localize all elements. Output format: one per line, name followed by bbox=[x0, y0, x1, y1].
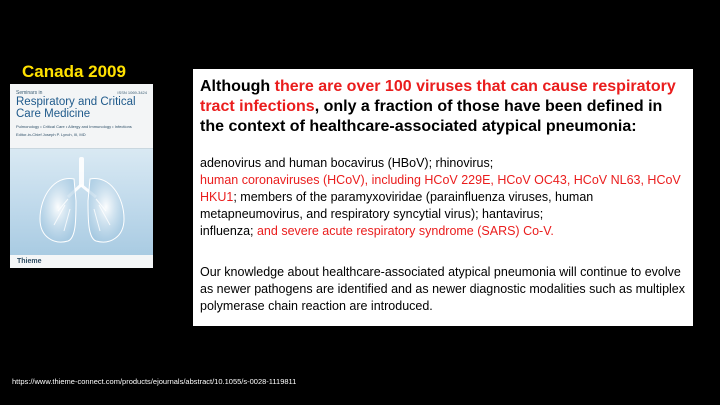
lungs-icon bbox=[10, 149, 153, 255]
list-line-adenovirus: adenovirus and human bocavirus (HBoV); rhinovirus; bbox=[200, 156, 494, 170]
quote-card bbox=[193, 69, 693, 326]
cover-series: Seminars in bbox=[16, 90, 43, 96]
sars-highlight: and severe acute respiratory syndrome (SARS) Co-V. bbox=[256, 224, 554, 238]
headline-part2: , only a fraction of those have been defined in the context of healthcare-associated atypical pneumonia: bbox=[200, 98, 663, 135]
source-url: https://www.thieme-connect.com/products/ejournals/abstract/10.1055/s-0028-1119811 bbox=[12, 377, 297, 386]
year-label: Canada 2009 bbox=[22, 62, 126, 81]
virus-list bbox=[200, 155, 690, 240]
headline-part1: Although bbox=[200, 78, 275, 95]
paramyxoviridae-text: ; members of the paramyxoviridae (parainfluenza viruses, human metapneumovirus, and respiratory syncytial virus); hantavirus; bbox=[200, 190, 594, 221]
influenza-text: influenza; bbox=[200, 224, 257, 238]
publisher-name: Thieme bbox=[17, 258, 42, 265]
list-line-coronavirus bbox=[200, 172, 690, 223]
headline-highlight: there are over 100 viruses that can cause respiratory tract infections bbox=[200, 78, 676, 115]
cover-publisher bbox=[10, 255, 153, 268]
coronavirus-highlight: human coronaviruses (HCoV), including HCoV 229E, HCoV OC43, HCoV NL63, HCoV HKU1 bbox=[200, 173, 681, 204]
cover-subtitle: Pulmonology • Critical Care • Allergy and Immunology • Infections bbox=[16, 124, 132, 129]
lungs-illustration bbox=[10, 149, 153, 255]
cover-title: Respiratory and Critical Care Medicine bbox=[16, 96, 136, 120]
conclusion-paragraph: Our knowledge about healthcare-associated atypical pneumonia will continue to evolve as newer pathogens are identified and as newer diagnostic modalities such as multiplex polymerase chain reaction are introduced. bbox=[200, 265, 686, 313]
cover-header bbox=[10, 84, 153, 149]
headline bbox=[200, 77, 690, 137]
cover-issn: ISSN 1069-3424 bbox=[117, 90, 147, 95]
journal-cover bbox=[10, 84, 153, 268]
list-line-influenza bbox=[200, 223, 690, 240]
cover-editor: Editor-in-Chief Joseph P. Lynch, III, MD bbox=[16, 132, 86, 137]
